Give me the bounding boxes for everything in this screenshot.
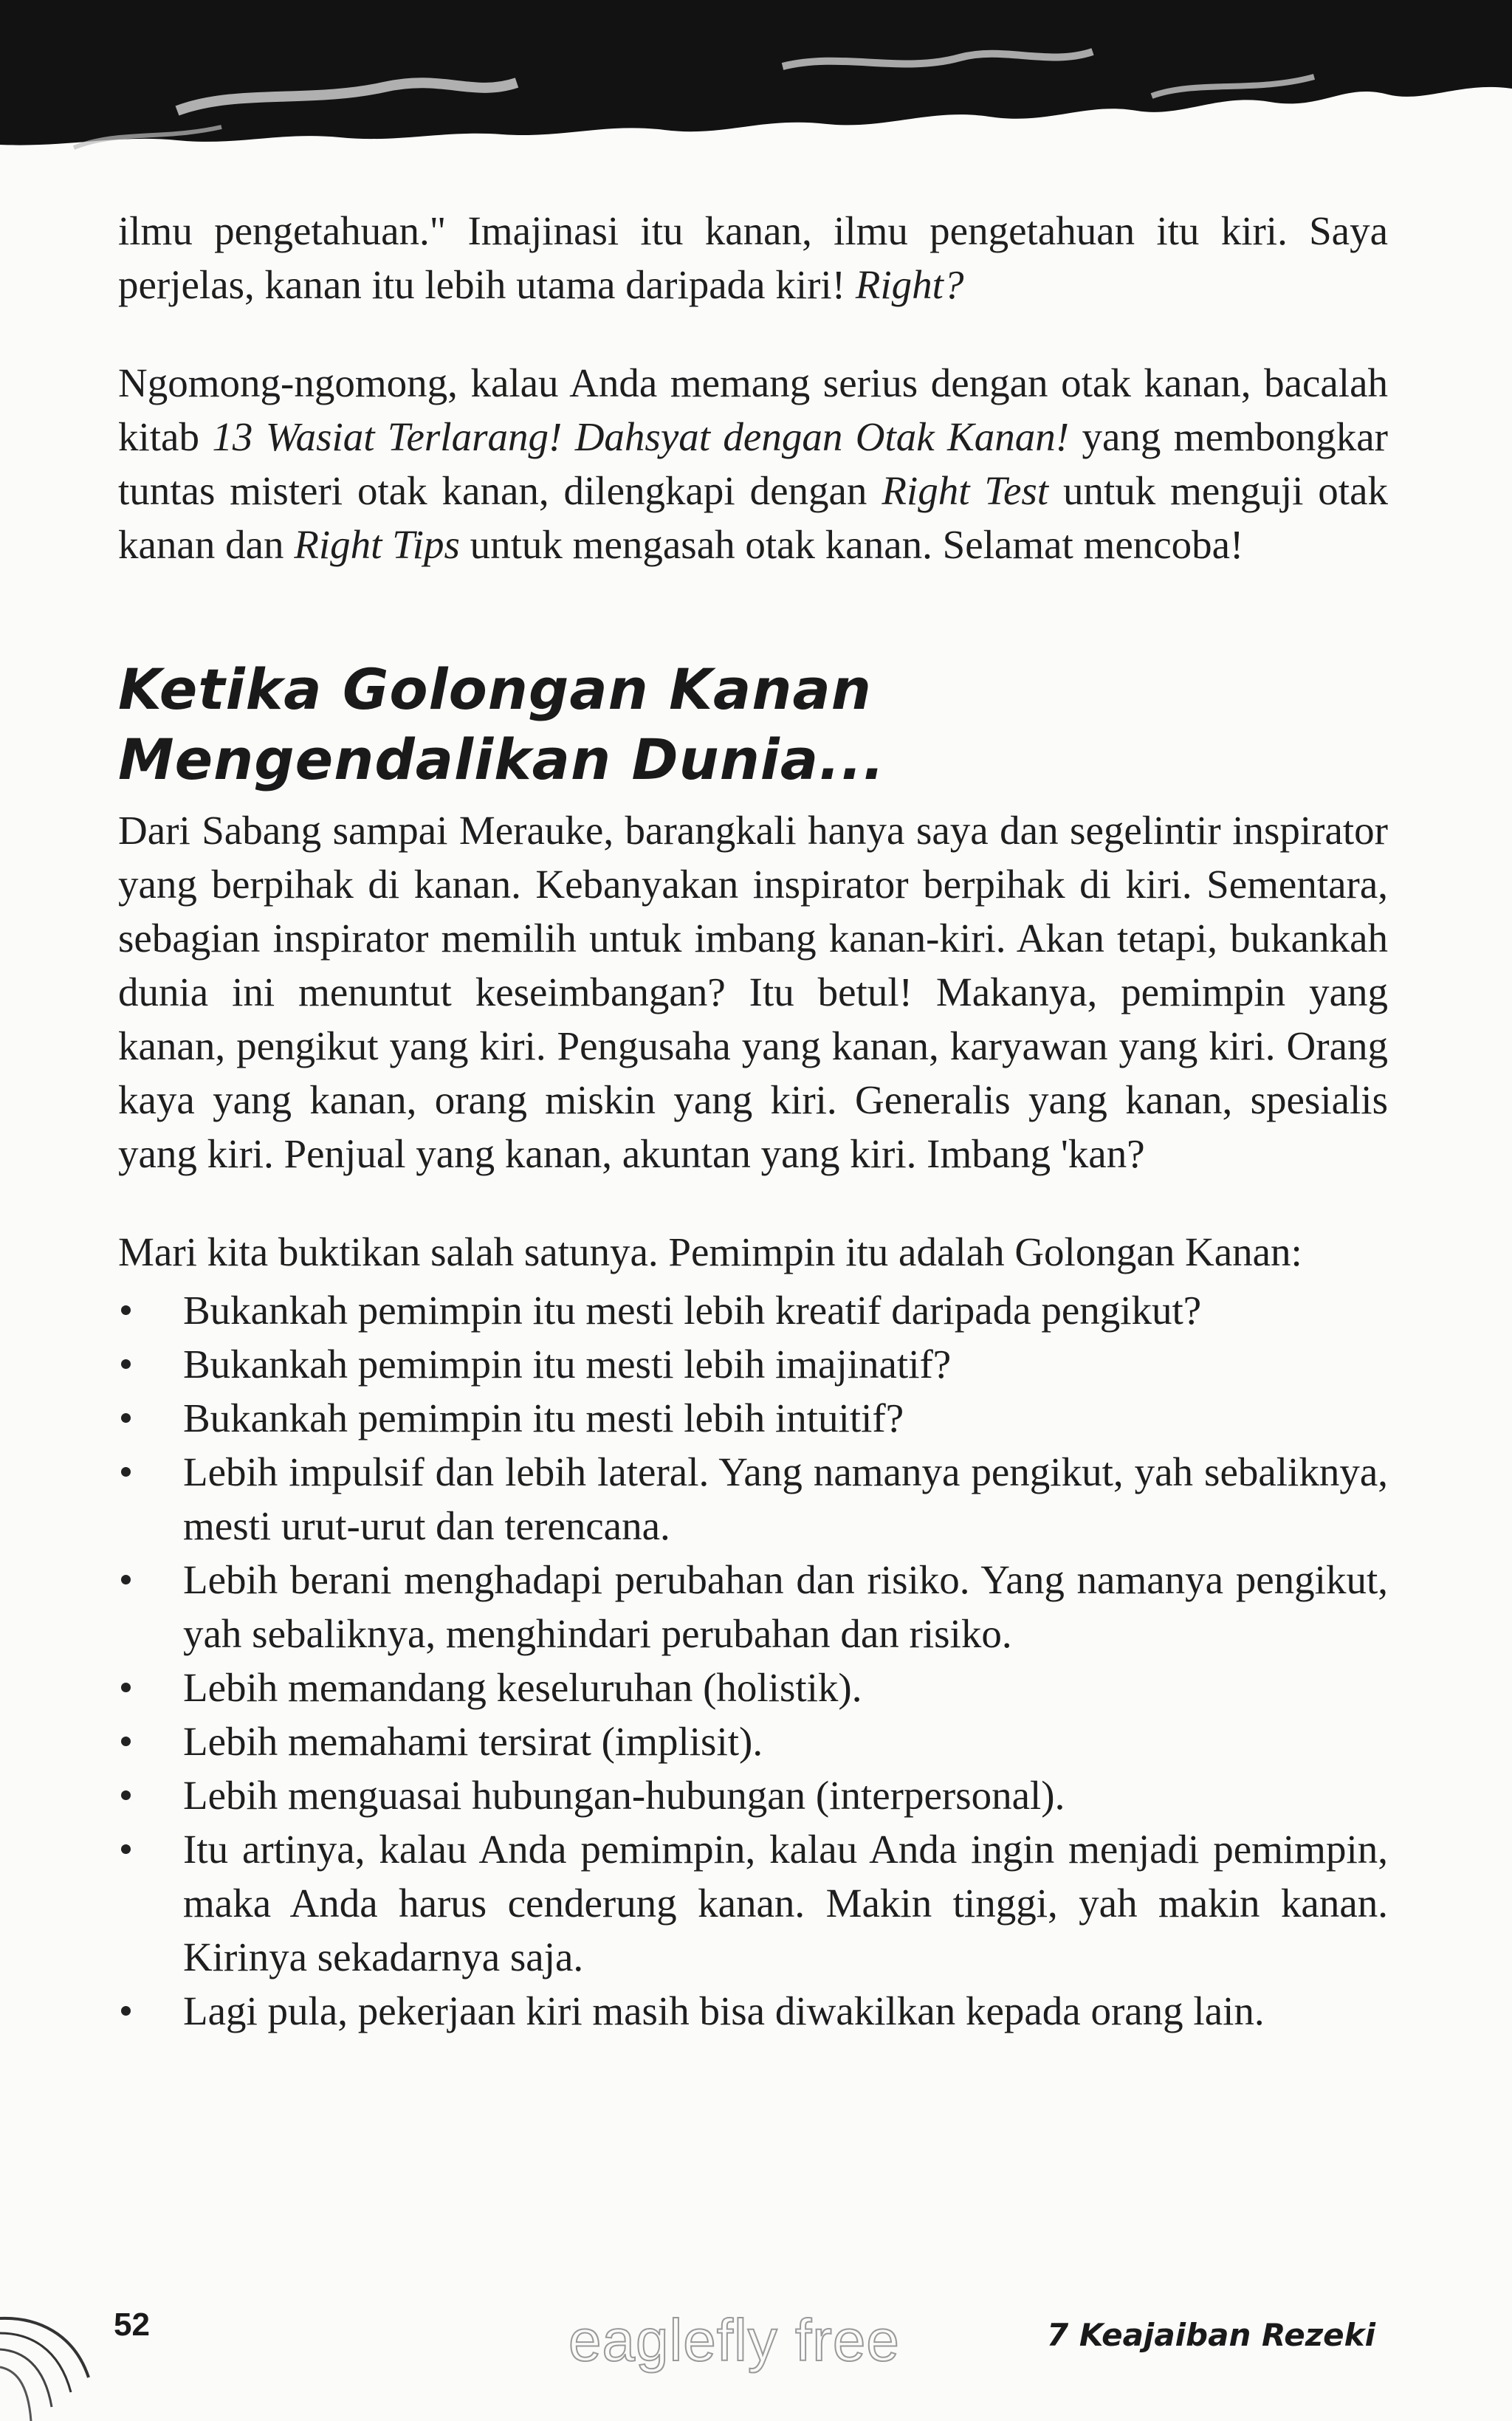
right-tips-italic: Right Tips [294, 522, 460, 567]
list-item-text: Lebih memandang keseluruhan (holistik). [183, 1665, 862, 1710]
paragraph-2-text-e: untuk menguji otak kanan dan [118, 468, 1388, 567]
bullet-dot-icon [121, 1467, 131, 1477]
bullet-dot-icon [121, 1844, 131, 1854]
corner-swirl-icon [0, 2296, 103, 2421]
bullet-list [118, 1283, 1388, 2038]
list-item [118, 1661, 1388, 1714]
bullet-dot-icon [121, 1790, 131, 1800]
list-item [118, 1984, 1388, 2038]
page-content [118, 204, 1388, 2038]
bullet-dot-icon [121, 1305, 131, 1315]
paragraph-2 [118, 356, 1388, 571]
list-item [118, 1283, 1388, 1337]
book-title-italic: 13 Wasiat Terlarang! Dahsyat dengan Otak Kanan! [212, 414, 1070, 459]
list-item [118, 1391, 1388, 1445]
list-item-text: Bukankah pemimpin itu mesti lebih intuitif? [183, 1395, 904, 1440]
list-item [118, 1337, 1388, 1391]
section-heading [118, 654, 1388, 794]
list-item [118, 1768, 1388, 1822]
bullet-dot-icon [121, 1575, 131, 1584]
paragraph-2-text-g: untuk mengasah otak kanan. Selamat mencoba! [459, 522, 1244, 567]
list-item-text: Lebih impulsif dan lebih lateral. Yang namanya pengikut, yah sebaliknya, mesti urut-urut dan terencana. [183, 1449, 1388, 1548]
watermark: eaglefly free [568, 2307, 900, 2373]
running-footer-title: 7 Keajaiban Rezeki [1047, 2317, 1375, 2353]
paragraph-2-text-c: yang membongkar tuntas misteri otak kanan, dilengkapi dengan [118, 414, 1388, 513]
list-item-text: Lebih berani menghadapi perubahan dan risiko. Yang namanya pengikut, yah sebaliknya, menghindari perubahan dan risiko. [183, 1557, 1388, 1656]
list-item [118, 1553, 1388, 1661]
page-number: 52 [114, 2307, 150, 2343]
list-item-text: Itu artinya, kalau Anda pemimpin, kalau Anda ingin menjadi pemimpin, maka Anda harus cenderung kanan. Makin tinggi, yah makin kanan. Kirinya sekadarnya saja. [183, 1827, 1388, 1979]
bullet-dot-icon [121, 2006, 131, 2016]
bullet-dot-icon [121, 1413, 131, 1423]
list-item [118, 1714, 1388, 1768]
bullet-dot-icon [121, 1683, 131, 1692]
section-heading-line-1: Ketika Golongan Kanan [118, 656, 872, 722]
list-item [118, 1445, 1388, 1553]
paragraph-4: Mari kita buktikan salah satunya. Pemimpin itu adalah Golongan Kanan: [118, 1229, 1302, 1274]
paragraph-2-text-a: Ngomong-ngomong, kalau Anda memang serius dengan otak kanan, bacalah kitab [118, 360, 1388, 459]
paragraph-1-italic: Right? [855, 262, 964, 307]
right-test-italic: Right Test [882, 468, 1049, 513]
list-item-text: Lagi pula, pekerjaan kiri masih bisa diwakilkan kepada orang lain. [183, 1988, 1265, 2033]
paragraph-1 [118, 204, 1388, 312]
list-item-text: Lebih memahami tersirat (implisit). [183, 1719, 763, 1764]
list-item-text: Bukankah pemimpin itu mesti lebih kreatif daripada pengikut? [183, 1288, 1202, 1333]
section-heading-line-2: Mengendalikan Dunia... [118, 727, 885, 792]
bullet-dot-icon [121, 1359, 131, 1369]
paragraph-3: Dari Sabang sampai Merauke, barangkali hanya saya dan segelintir inspirator yang berpihak di kanan. Kebanyakan inspirator berpihak di kiri. Sementara, sebagian inspirator memilih untuk imbang kanan-kiri. Akan tetapi, bukankah dunia ini menuntut keseimbangan? Itu betul! Makanya, pemimpin yang kanan, pengikut yang kiri. Pengusaha yang kanan, karyawan yang kiri. Orang kaya yang kanan, orang miskin yang kiri. Generalis yang kanan, spesialis yang kiri. Penjual yang kanan, akuntan yang kiri. Imbang 'kan? [118, 808, 1388, 1176]
bullet-dot-icon [121, 1737, 131, 1746]
list-item [118, 1822, 1388, 1984]
paragraph-1-text: ilmu pengetahuan." Imajinasi itu kanan, ilmu pengetahuan itu kiri. Saya perjelas, kanan itu lebih utama daripada kiri! [118, 208, 1388, 307]
list-item-text: Lebih menguasai hubungan-hubungan (interpersonal). [183, 1773, 1065, 1818]
brush-stroke-header [0, 0, 1512, 177]
list-item-text: Bukankah pemimpin itu mesti lebih imajinatif? [183, 1342, 952, 1387]
